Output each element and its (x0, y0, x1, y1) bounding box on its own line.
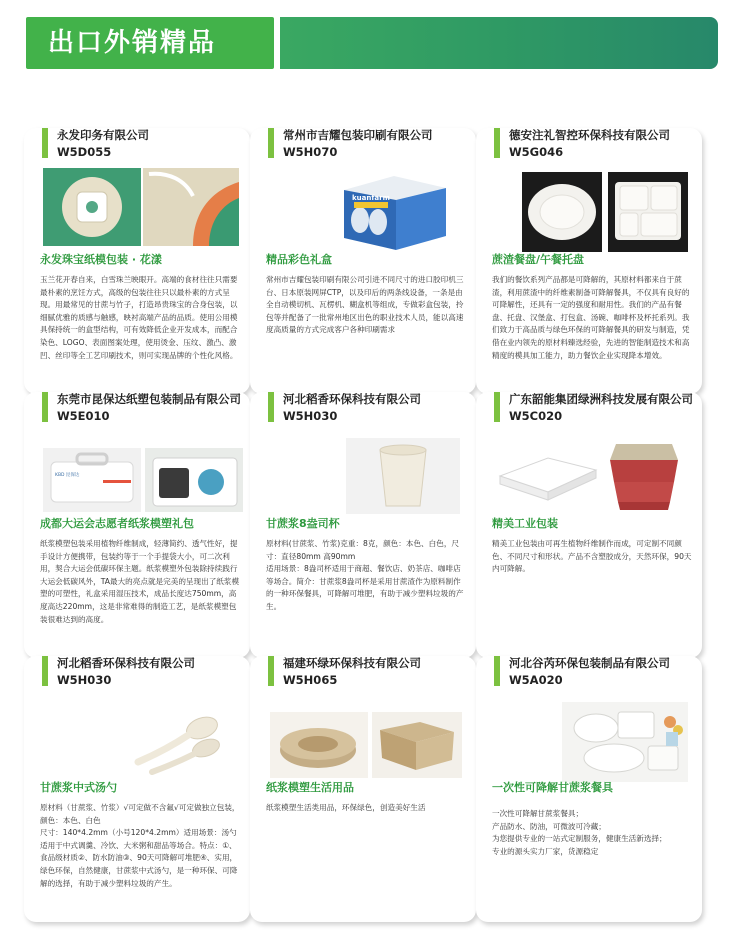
company-name: 河北稻香环保科技有限公司 (57, 656, 195, 670)
brand-label: KBD 昆保达 (55, 473, 80, 478)
product-description: 我们的餐饮系列产品都是可降解的，其原材料都来自于蔗渣，利用蔗渣中的纤维素制备可降解餐具，不仅具有良好的可降解性，还具有一定的强度和耐用性。我们的产品有餐盘、托盘、汉堡盒、打包盒、汤碗、咖啡杯及杯托系列。我们致力于高品质与绿色环保的可降解餐具的研发与制造，凭借在业内领先的原材料臻选经验，先进的智能制造技术和高精度的模具加工能力，助力餐饮企业实现降本增效。 (492, 275, 690, 360)
card-accent-bar (42, 656, 48, 686)
booth-number: W5A020 (509, 673, 563, 687)
product-photo (496, 436, 684, 516)
product-card (476, 392, 702, 658)
page-title: 出口外销精品 (48, 28, 217, 58)
product-description: 玉兰花开春自来，白雪珠兰映眼开。高端的食材往往只需要最朴素的烹饪方式，高级的包装往往只以最朴素的方式呈现。用最常见的甘蔗与竹子，打造昂贵珠宝的合身包装，以细腻优雅的质感与触感，映衬高端产品的品质。使用公用模具保持统一的盒型结构，可有效降低企业开发成本，而配合染色、LOGO、表面图案处理，使用烫金、压纹、激凸、激凹、丝印等全工艺印刷技术，则可实现品牌的个性化风格。 (40, 275, 238, 360)
booth-number: W5E010 (57, 409, 110, 423)
card-accent-bar (42, 392, 48, 422)
product-title: 甘蔗浆8盎司杯 (266, 517, 340, 530)
company-name: 河北稻香环保科技有限公司 (283, 392, 421, 406)
card-accent-bar (42, 128, 48, 158)
booth-number: W5H070 (283, 145, 338, 159)
booth-number: W5H065 (283, 673, 338, 687)
product-description: 原材料（甘蔗浆、竹浆）√可定做不含氟√可定做独立包装，颜色：本色、白色 尺寸：140*4.2mm（小号120*4.2mm）适用场景：汤勺适用于中式调羹、冷饮、大米粥和甜品等场合。特点：①、食品级材质②、防水防油③、90天可降解可堆肥④、实用，绿色环保，自然健康，甘蔗浆中式汤勺，是一种环保、可降解的选择，有助于减少塑料垃圾的产生。 (40, 803, 240, 888)
header-gradient-band (280, 17, 718, 69)
product-card (250, 392, 476, 658)
header-title-block (26, 17, 274, 69)
product-card (24, 128, 250, 394)
product-description: 常州市吉耀包装印刷有限公司引进不同尺寸的进口胶印机三台、日本原装网屏CTP，以及印后的两条线设备，一条是由全自动模切机、瓦楞机、糊盒机等组成，专做彩盒包装，拎包等并配备了一批常州地区出色的职业技术人员，能以高速度高质量的方式完成客户各种印刷需求 (266, 275, 464, 335)
booth-number: W5D055 (57, 145, 112, 159)
product-photo (122, 702, 232, 778)
product-description: 纸浆模塑包装采用植物纤维制成，轻薄简约、透气性好，提手设计方便携带，包装约等于一个手提袋大小，可二次利用，契合大运会低碳环保主题。纸浆模塑外包装除持续践行大运会低碳风外，TA最大的亮点就是完美的呈现出了纸浆模塑的可塑性，礼盒采用湿压技术，成品长度达750mm，高度高达220mm，这是非常难得的制造工艺，是纸浆模塑包装很难达到的高度。 (40, 539, 240, 624)
product-photo (346, 438, 460, 514)
company-name: 东莞市昆保达纸塑包装制品有限公司 (57, 392, 241, 406)
product-card (476, 128, 702, 394)
product-title: 蔗渣餐盘/午餐托盘 (492, 253, 585, 266)
product-title: 甘蔗浆中式汤勺 (40, 781, 117, 794)
product-description: 精美工业包装由可再生植物纤维制作而成，可定制不同颜色、不同尺寸和形状。产品不含塑胶成分，天然环保，90天内可降解。 (492, 539, 692, 574)
booth-number: W5H030 (283, 409, 338, 423)
product-photo (522, 172, 688, 252)
company-name: 福建环绿环保科技有限公司 (283, 656, 421, 670)
page-header (26, 17, 718, 69)
card-accent-bar (494, 392, 500, 422)
product-title: 精美工业包装 (492, 517, 558, 530)
product-card (24, 392, 250, 658)
card-accent-bar (268, 128, 274, 158)
company-name: 广东韶能集团绿洲科技发展有限公司 (509, 392, 693, 406)
card-accent-bar (494, 656, 500, 686)
company-name: 常州市吉耀包装印刷有限公司 (283, 128, 433, 142)
product-title: 纸浆模塑生活用品 (266, 781, 354, 794)
product-photo (43, 448, 243, 512)
product-photo (334, 164, 454, 254)
product-photo (562, 702, 688, 782)
product-card (250, 656, 476, 922)
card-accent-bar (494, 128, 500, 158)
booth-number: W5G046 (509, 145, 564, 159)
product-card (24, 656, 250, 922)
product-title: 一次性可降解甘蔗浆餐具 (492, 781, 613, 794)
company-name: 河北谷芮环保包装制品有限公司 (509, 656, 670, 670)
product-card (476, 656, 702, 922)
product-description: 原材料(甘蔗浆、竹浆)克重：8克，颜色：本色、白色，尺寸：直径80mm 高90mm 适用场景：8盎司杯适用于商超、餐饮店、奶茶店、咖啡店等场合。简介：甘蔗浆8盎司杯是采用甘蔗渣作为原料制作的一种环保餐具，可降解可堆肥，有助于减少塑料垃圾的产生。 (266, 539, 464, 611)
product-description: 一次性可降解甘蔗浆餐具； 产品防水、防油，可微波可冷藏； 为您提供专业的一站式定制服务，健康生活新选择； 专业的源头实力厂家，货源稳定 (492, 809, 667, 856)
card-accent-bar (268, 392, 274, 422)
company-name: 永发印务有限公司 (57, 128, 149, 142)
product-photo (43, 168, 239, 246)
card-accent-bar (268, 656, 274, 686)
product-title: 精品彩色礼盒 (266, 253, 332, 266)
brand-label: kuanfarm (352, 194, 390, 202)
product-title: 成都大运会志愿者纸浆模塑礼包 (40, 517, 194, 530)
product-description: 纸浆模塑生活类用品，环保绿色，创造美好生活 (266, 803, 426, 812)
company-name: 德安注礼智控环保科技有限公司 (509, 128, 670, 142)
product-title: 永发珠宝纸模包装 · 花漾 (40, 253, 162, 266)
product-card (250, 128, 476, 394)
product-photo (270, 712, 462, 778)
booth-number: W5H030 (57, 673, 112, 687)
booth-number: W5C020 (509, 409, 563, 423)
